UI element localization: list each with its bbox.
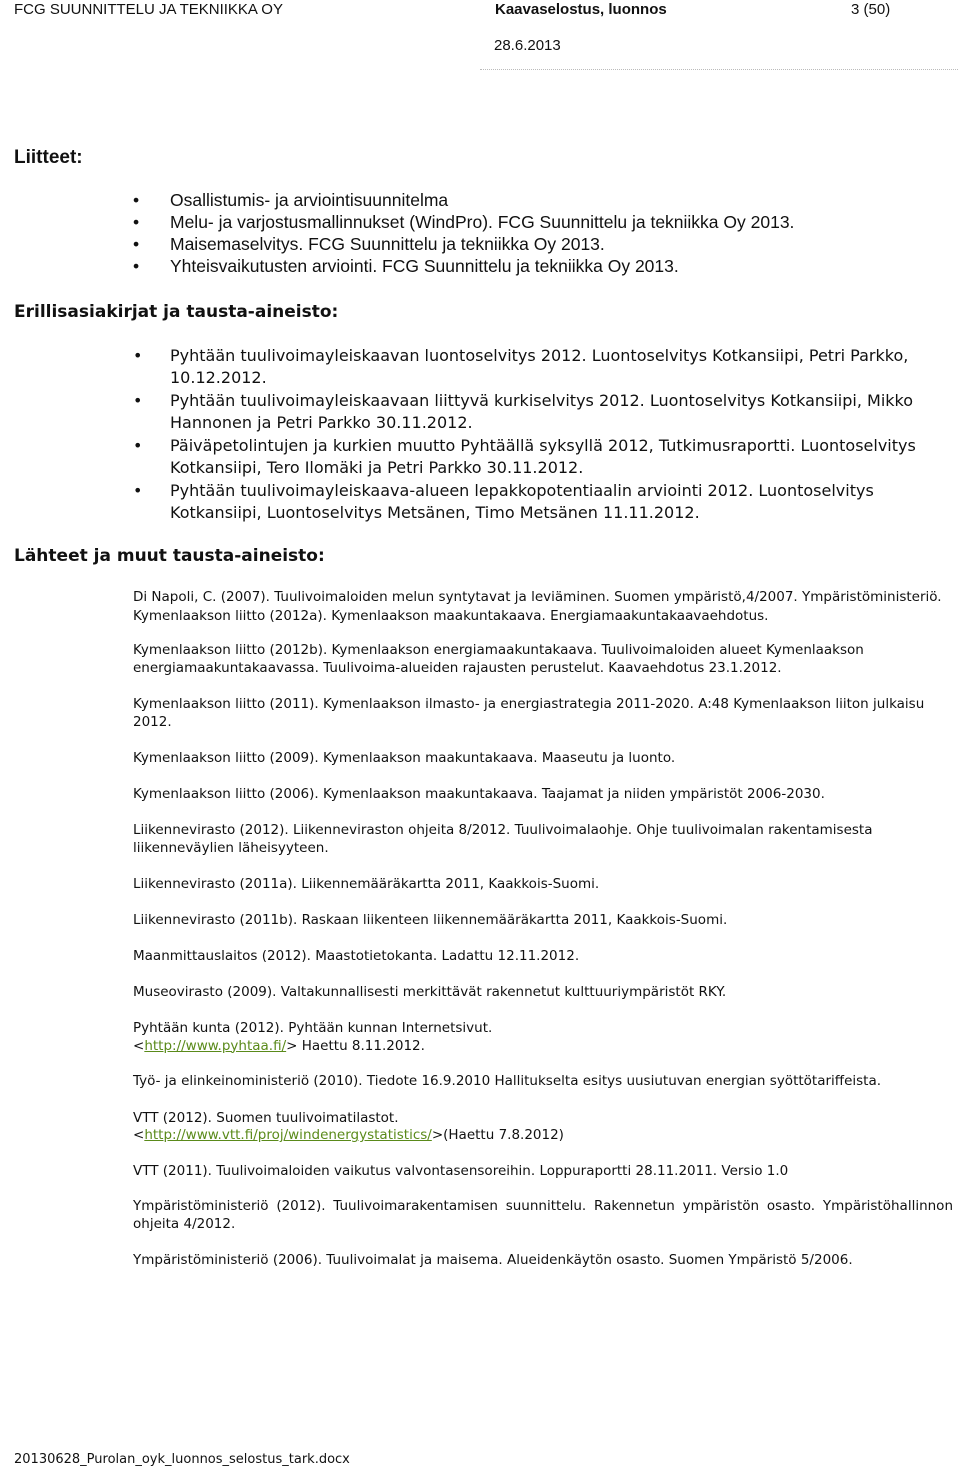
references-list [133,589,953,1270]
link-bracket-open: < [133,1127,145,1143]
reference-item: Ympäristöministeriö (2006). Tuulivoimalat ja maisema. Alueidenkäytön osasto. Suomen Ympäristö 5/2006. [133,1252,853,1268]
reference-item: Di Napoli, C. (2007). Tuulivoimaloiden melun syntytavat ja leviäminen. Suomen ympäristö,4/2007. Ympäristöministeriö. [133,589,942,605]
list-item: • Pyhtään tuulivoimayleiskaavaan liittyvä kurkiselvitys 2012. Luontoselvitys Kotkansiipi, Mikko Hannonen ja Petri Parkko 30.11.2012. [133,390,955,434]
reference-item: Museovirasto (2009). Valtakunnallisesti merkittävät rakennetut kulttuuriympäristöt RKY. [133,983,727,1000]
document-title: Kaavaselostus, luonnos [495,1,667,18]
reference-item: Liikennevirasto (2012). Liikenneviraston ohjeita 8/2012. Tuulivoimalaohje. Ohje tuulivoimalan rakentamisesta liikenneväylien läheisyyteen. [133,822,873,856]
attachments-list [133,189,933,277]
reference-item [133,1110,953,1145]
reference-item: Ympäristöministeriö (2012). Tuulivoimarakentamisen suunnittelu. Rakennetun ympäristön osasto. Ympäristöhallinnon ohjeita 4/2012. [133,1198,953,1232]
separate-documents-heading: Erillisasiakirjat ja tausta-aineisto: [14,302,339,322]
reference-item: Kymenlaakson liitto (2006). Kymenlaakson maakuntakaava. Taajamat ja niiden ympäristöt 2006-2030. [133,785,825,802]
list-item: • Pyhtään tuulivoimayleiskaava-alueen lepakkopotentiaalin arviointi 2012. Luontoselvitys Kotkansiipi, Luontoselvitys Metsänen, Timo Metsänen 11.11.2012. [133,480,955,524]
reference-item [133,1020,953,1055]
footer-filename: 20130628_Purolan_oyk_luonnos_selostus_tark.docx [14,1452,350,1467]
reference-item: Kymenlaakson liitto (2009). Kymenlaakson maakuntakaava. Maaseutu ja luonto. [133,750,676,766]
reference-item: Työ- ja elinkeinoministeriö (2010). Tiedote 16.9.2010 Hallitukselta esitys uusiutuvan energian syöttötariffeista. [133,1073,882,1089]
reference-item: Kymenlaakson liitto (2012a). Kymenlaakson maakuntakaava. Energiamaakuntakaavaehdotus. [133,607,769,624]
list-item: • Melu- ja varjostusmallinnukset (WindPro). FCG Suunnittelu ja tekniikka Oy 2013. [133,211,933,233]
list-item: • Osallistumis- ja arviointisuunnitelma [133,189,933,211]
link-suffix: > Haettu 8.11.2012. [286,1037,425,1054]
reference-text: Pyhtään kunta (2012). Pyhtään kunnan Internetsivut. [133,1020,493,1036]
list-item: • Maisemaselvitys. FCG Suunnittelu ja tekniikka Oy 2013. [133,233,933,255]
list-item: • Päiväpetolintujen ja kurkien muutto Pyhtäällä syksyllä 2012, Tutkimusraportti. Luontoselvitys Kotkansiipi, Tero Ilomäki ja Petri Parkko 30.11.2012. [133,435,955,479]
company-name: FCG SUUNNITTELU JA TEKNIIKKA OY [14,1,283,18]
list-item: • Pyhtään tuulivoimayleiskaavan luontoselvitys 2012. Luontoselvitys Kotkansiipi, Petri Parkko, 10.12.2012. [133,345,955,389]
list-item: • Yhteisvaikutusten arviointi. FCG Suunnittelu ja tekniikka Oy 2013. [133,255,933,277]
reference-item: Kymenlaakson liitto (2012b). Kymenlaakson energiamaakuntakaava. Tuulivoimaloiden alueet Kymenlaakson energiamaakuntakaavassa. Tuulivoima-alueiden rajausten perustelut. Kaavaehdotus 23.1.2012. [133,642,864,676]
page-header [0,0,960,60]
reference-item: Liikennevirasto (2011a). Liikennemääräkartta 2011, Kaakkois-Suomi. [133,876,600,892]
sources-heading: Lähteet ja muut tausta-aineisto: [14,546,325,566]
header-divider [480,69,958,70]
link-bracket-open: < [133,1037,145,1054]
reference-item: Kymenlaakson liitto (2011). Kymenlaakson ilmasto- ja energiastrategia 2011-2020. A:48 Kymenlaakson liiton julkaisu 2012. [133,696,925,730]
reference-item: VTT (2011). Tuulivoimaloiden vaikutus valvontasensoreihin. Loppuraportti 28.11.2011. Versio 1.0 [133,1162,789,1179]
reference-item: Liikennevirasto (2011b). Raskaan liikenteen liikennemääräkartta 2011, Kaakkois-Suomi. [133,911,728,928]
page-number: 3 (50) [851,1,891,18]
reference-item: Maanmittauslaitos (2012). Maastotietokanta. Ladattu 12.11.2012. [133,948,580,964]
vtt-statistics-link[interactable]: http://www.vtt.fi/proj/windenergystatistics/ [144,1127,432,1143]
separate-documents-list [133,345,955,525]
pyhtaa-link[interactable]: http://www.pyhtaa.fi/ [144,1037,287,1054]
document-date: 28.6.2013 [494,37,561,54]
attachments-heading: Liitteet: [14,147,83,168]
reference-text: VTT (2012). Suomen tuulivoimatilastot. [133,1109,399,1126]
link-suffix: >(Haettu 7.8.2012) [431,1127,564,1143]
